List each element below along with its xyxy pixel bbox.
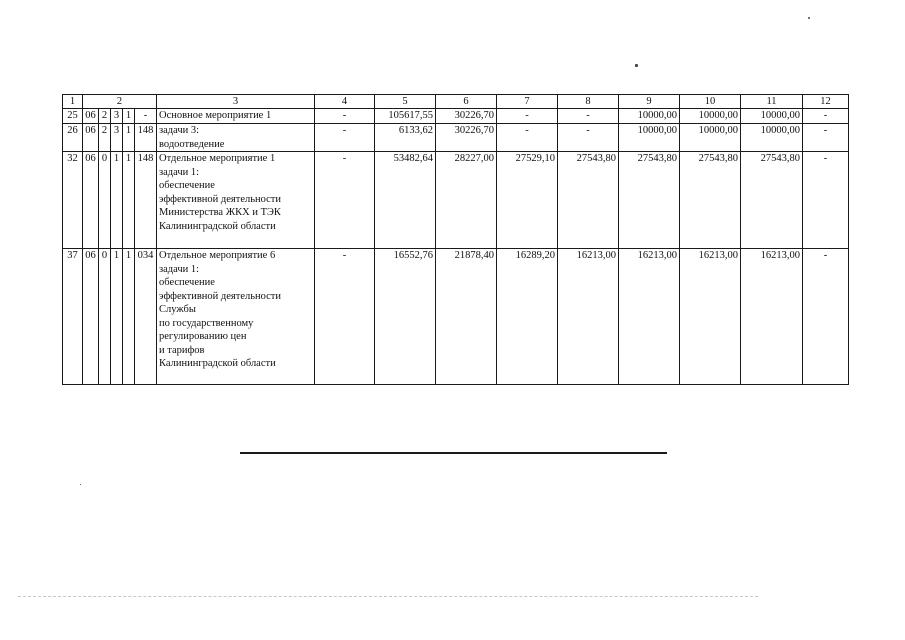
row-code-cell: 2 (99, 124, 111, 152)
scan-speck (80, 484, 81, 485)
column-header: 11 (741, 95, 803, 109)
column-header: 4 (315, 95, 375, 109)
value-cell: 27543,80 (619, 152, 680, 249)
value-cell: - (558, 109, 619, 124)
description-cell: Отдельное мероприятие 6 задачи 1: обеспечение эффективной деятельности Службы по государственному регулированию цен и тарифов Калининградской области (157, 249, 315, 385)
column-header: 2 (83, 95, 157, 109)
column-header: 6 (436, 95, 497, 109)
row-code-cell: 26 (63, 124, 83, 152)
row-code-cell: 3 (111, 124, 123, 152)
value-cell: - (803, 124, 849, 152)
row-code-cell: 1 (123, 152, 135, 249)
column-header: 10 (680, 95, 741, 109)
row-code-cell: 1 (123, 109, 135, 124)
value-cell: - (558, 124, 619, 152)
column-header: 5 (375, 95, 436, 109)
scan-speck (635, 64, 638, 67)
row-code-cell: 1 (123, 249, 135, 385)
value-cell: 10000,00 (680, 109, 741, 124)
description-cell: задачи 3: водоотведение (157, 124, 315, 152)
row-code-cell: 148 (135, 124, 157, 152)
row-code-cell: 32 (63, 152, 83, 249)
value-cell: 30226,70 (436, 124, 497, 152)
column-header: 7 (497, 95, 558, 109)
row-code-cell: 2 (99, 109, 111, 124)
row-code-cell: 1 (111, 152, 123, 249)
value-cell: - (497, 109, 558, 124)
value-cell: 27543,80 (741, 152, 803, 249)
value-cell: 10000,00 (741, 109, 803, 124)
value-cell: 16213,00 (741, 249, 803, 385)
row-code-cell: 06 (83, 124, 99, 152)
row-code-cell: 3 (111, 109, 123, 124)
row-code-cell: 37 (63, 249, 83, 385)
value-cell: - (803, 249, 849, 385)
row-code-cell: 1 (111, 249, 123, 385)
scan-speck (808, 17, 810, 19)
row-code-cell: 06 (83, 109, 99, 124)
row-code-cell: 06 (83, 249, 99, 385)
value-cell: 16289,20 (497, 249, 558, 385)
value-cell: 53482,64 (375, 152, 436, 249)
value-cell: 10000,00 (619, 124, 680, 152)
table-row (63, 109, 849, 124)
value-cell: - (315, 249, 375, 385)
value-cell: - (803, 152, 849, 249)
row-code-cell: 25 (63, 109, 83, 124)
value-cell: - (315, 109, 375, 124)
value-cell: 21878,40 (436, 249, 497, 385)
value-cell: 16552,76 (375, 249, 436, 385)
value-cell: 27543,80 (558, 152, 619, 249)
value-cell: 27529,10 (497, 152, 558, 249)
column-header: 9 (619, 95, 680, 109)
row-code-cell: - (135, 109, 157, 124)
end-rule (240, 452, 667, 454)
value-cell: 10000,00 (680, 124, 741, 152)
row-code-cell: 0 (99, 249, 111, 385)
value-cell: 16213,00 (558, 249, 619, 385)
budget-table (62, 94, 849, 385)
value-cell: - (497, 124, 558, 152)
description-cell: Основное мероприятие 1 (157, 109, 315, 124)
value-cell: - (315, 152, 375, 249)
table-row (63, 249, 849, 385)
column-header: 1 (63, 95, 83, 109)
value-cell: 6133,62 (375, 124, 436, 152)
value-cell: 16213,00 (619, 249, 680, 385)
row-code-cell: 06 (83, 152, 99, 249)
table-row (63, 152, 849, 249)
row-code-cell: 1 (123, 124, 135, 152)
value-cell: - (315, 124, 375, 152)
value-cell: 10000,00 (741, 124, 803, 152)
value-cell: 30226,70 (436, 109, 497, 124)
row-code-cell: 148 (135, 152, 157, 249)
value-cell: 28227,00 (436, 152, 497, 249)
scan-artifact-line (18, 596, 758, 597)
column-header: 12 (803, 95, 849, 109)
column-header: 3 (157, 95, 315, 109)
row-code-cell: 0 (99, 152, 111, 249)
value-cell: 27543,80 (680, 152, 741, 249)
row-code-cell: 034 (135, 249, 157, 385)
description-cell: Отдельное мероприятие 1 задачи 1: обеспечение эффективной деятельности Министерства ЖКХ и ТЭК Калининградской области (157, 152, 315, 249)
value-cell: 10000,00 (619, 109, 680, 124)
table-row (63, 124, 849, 152)
value-cell: 105617,55 (375, 109, 436, 124)
value-cell: - (803, 109, 849, 124)
column-header: 8 (558, 95, 619, 109)
value-cell: 16213,00 (680, 249, 741, 385)
column-number-row (63, 95, 849, 109)
